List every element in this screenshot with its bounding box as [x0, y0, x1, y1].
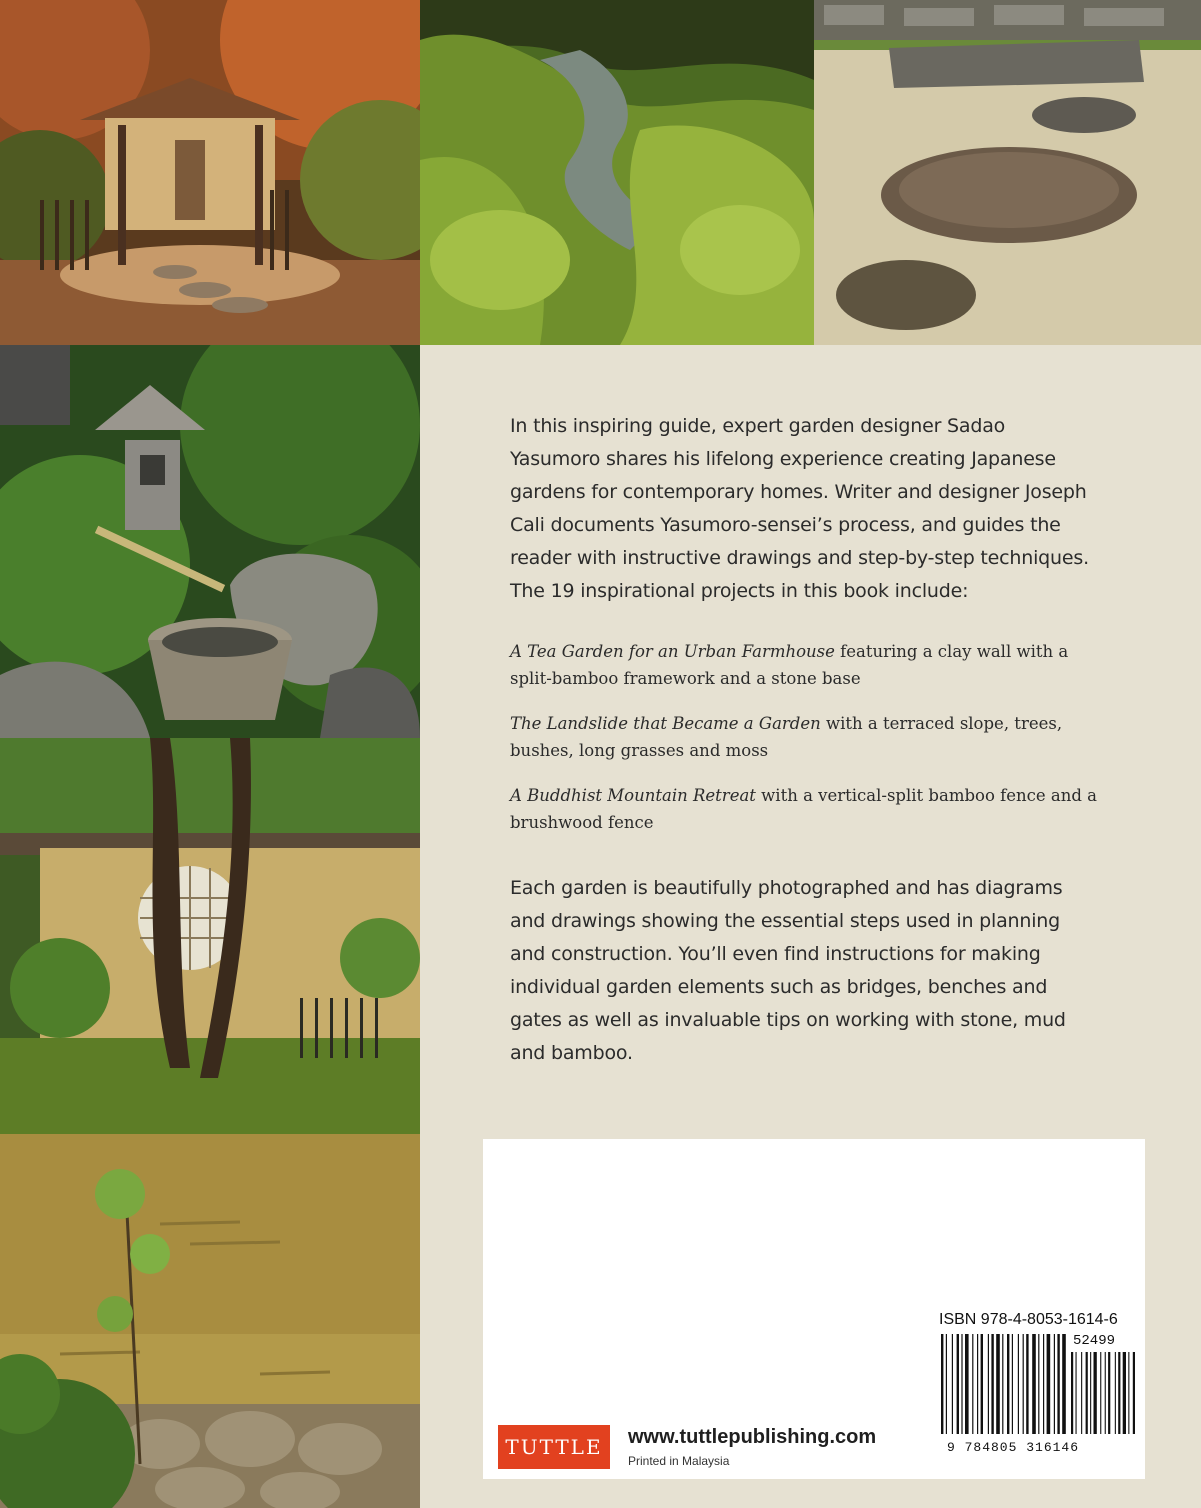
project-title: A Buddhist Mountain Retreat [510, 786, 756, 805]
project-title: The Landslide that Became a Garden [510, 714, 821, 733]
photo-courtyard-round-window [0, 738, 420, 1134]
description-block [510, 410, 1100, 1070]
price-code: 52499 [1069, 1333, 1119, 1349]
project-desc: featuring a clay wall with a split-bamboo framework and a stone base [510, 642, 1069, 688]
tuttle-logo: TUTTLE [498, 1425, 610, 1469]
publisher-url: www.tuttlepublishing.com [628, 1426, 877, 1448]
project-title: A Tea Garden for an Urban Farmhouse [510, 642, 835, 661]
project-item [510, 710, 1100, 764]
photo-clipped-hedges [420, 0, 814, 345]
isbn-label: ISBN 978-4-8053-1614-6 [939, 1311, 1118, 1328]
printed-in: Printed in Malaysia [628, 1454, 730, 1468]
ean-number: 9 784805 316146 [947, 1440, 1080, 1455]
photo-tea-garden-gate [0, 0, 420, 345]
photo-clay-wall [0, 1134, 420, 1508]
photo-stepping-stones [814, 0, 1201, 345]
project-desc: with a vertical-split bamboo fence and a brushwood fence [510, 786, 1097, 832]
outro-paragraph: Each garden is beautifully photographed and has diagrams and drawings showing the essential steps used in planning and construction. You’ll even find instructions for making individual garden elements such as bridges, benches and gates as well as invaluable tips on working with stone, mud and bamboo. [510, 877, 1066, 1064]
photo-lantern-basin [0, 345, 420, 738]
project-desc: with a terraced slope, trees, bushes, long grasses and moss [510, 714, 1063, 760]
project-item [510, 638, 1100, 692]
intro-paragraph: In this inspiring guide, expert garden designer Sadao Yasumoro shares his lifelong experience creating Japanese gardens for contemporary homes. Writer and designer Joseph Cali documents Yasumoro-sensei’s process, and guides the reader with instructive drawings and step-by-step techniques. The 19 inspirational projects in this book include: [510, 415, 1089, 602]
barcode [937, 1334, 1137, 1456]
project-item [510, 782, 1100, 836]
project-list [510, 638, 1100, 836]
barcode-bars [937, 1334, 1137, 1434]
publisher-panel [483, 1139, 1145, 1479]
